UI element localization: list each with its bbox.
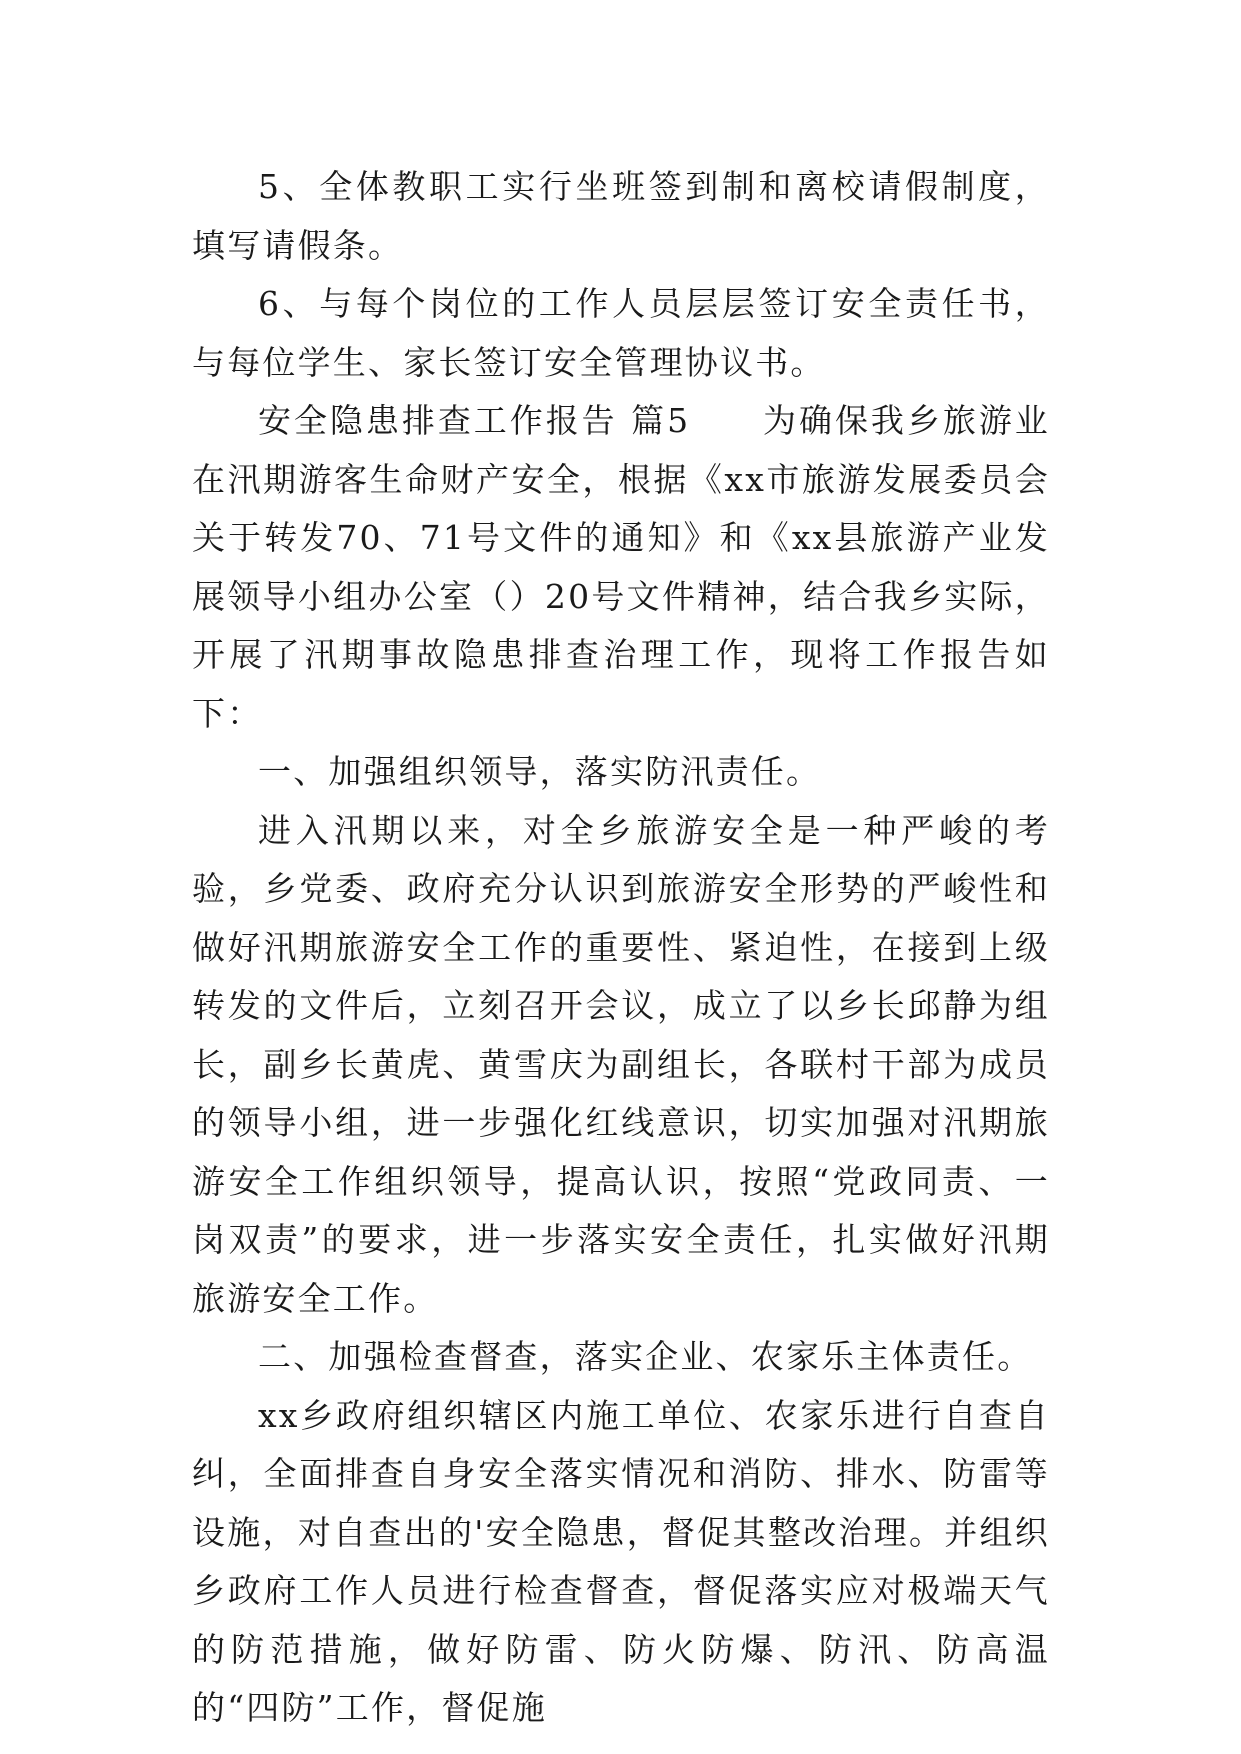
section-intro: 为确保我乡旅游业在汛期游客生命财产安全，根据《xx市旅游发展委员会关于转发70、71号文件的通知》和《xx县旅游产业发展领导小组办公室（）20号文件精神，结合我乡实际，开展了汛期事故隐患排查治理工作，现将工作报告如下： <box>192 401 1050 733</box>
subheading-one: 一、加强组织领导，落实防汛责任。 <box>258 752 822 791</box>
section-paragraph <box>192 392 1050 743</box>
subheading-two: 二、加强检查督查，落实企业、农家乐主体责任。 <box>258 1337 1033 1376</box>
document-body <box>192 158 1050 1738</box>
paragraph-inspection: xx乡政府组织辖区内施工单位、农家乐进行自查自纠，全面排查自身安全落实情况和消防、排水、防雷等设施，对自查出的'安全隐患，督促其整改治理。并组织乡政府工作人员进行检查督查，督促落实应对极端天气的防范措施，做好防雷、防火防爆、防汛、防高温的“四防”工作，督促施 <box>192 1395 1050 1727</box>
paragraph-item-5: 5、全体教职工实行坐班签到制和离校请假制度，填写请假条。 <box>192 167 1050 265</box>
paragraph-item-6: 6、与每个岗位的工作人员层层签订安全责任书，与每位学生、家长签订安全管理协议书。 <box>192 284 1050 382</box>
paragraph-leadership: 进入汛期以来，对全乡旅游安全是一种严峻的考验，乡党委、政府充分认识到旅游安全形势的严峻性和做好汛期旅游安全工作的重要性、紧迫性，在接到上级转发的文件后，立刻召开会议，成立了以乡长邱静为组长，副乡长黄虎、黄雪庆为副组长，各联村干部为成员的领导小组，进一步强化红线意识，切实加强对汛期旅游安全工作组织领导，提高认识，按照“党政同责、一岗双责”的要求，进一步落实安全责任，扎实做好汛期旅游安全工作。 <box>192 810 1050 1318</box>
section-heading: 安全隐患排查工作报告 篇5 <box>258 401 691 440</box>
